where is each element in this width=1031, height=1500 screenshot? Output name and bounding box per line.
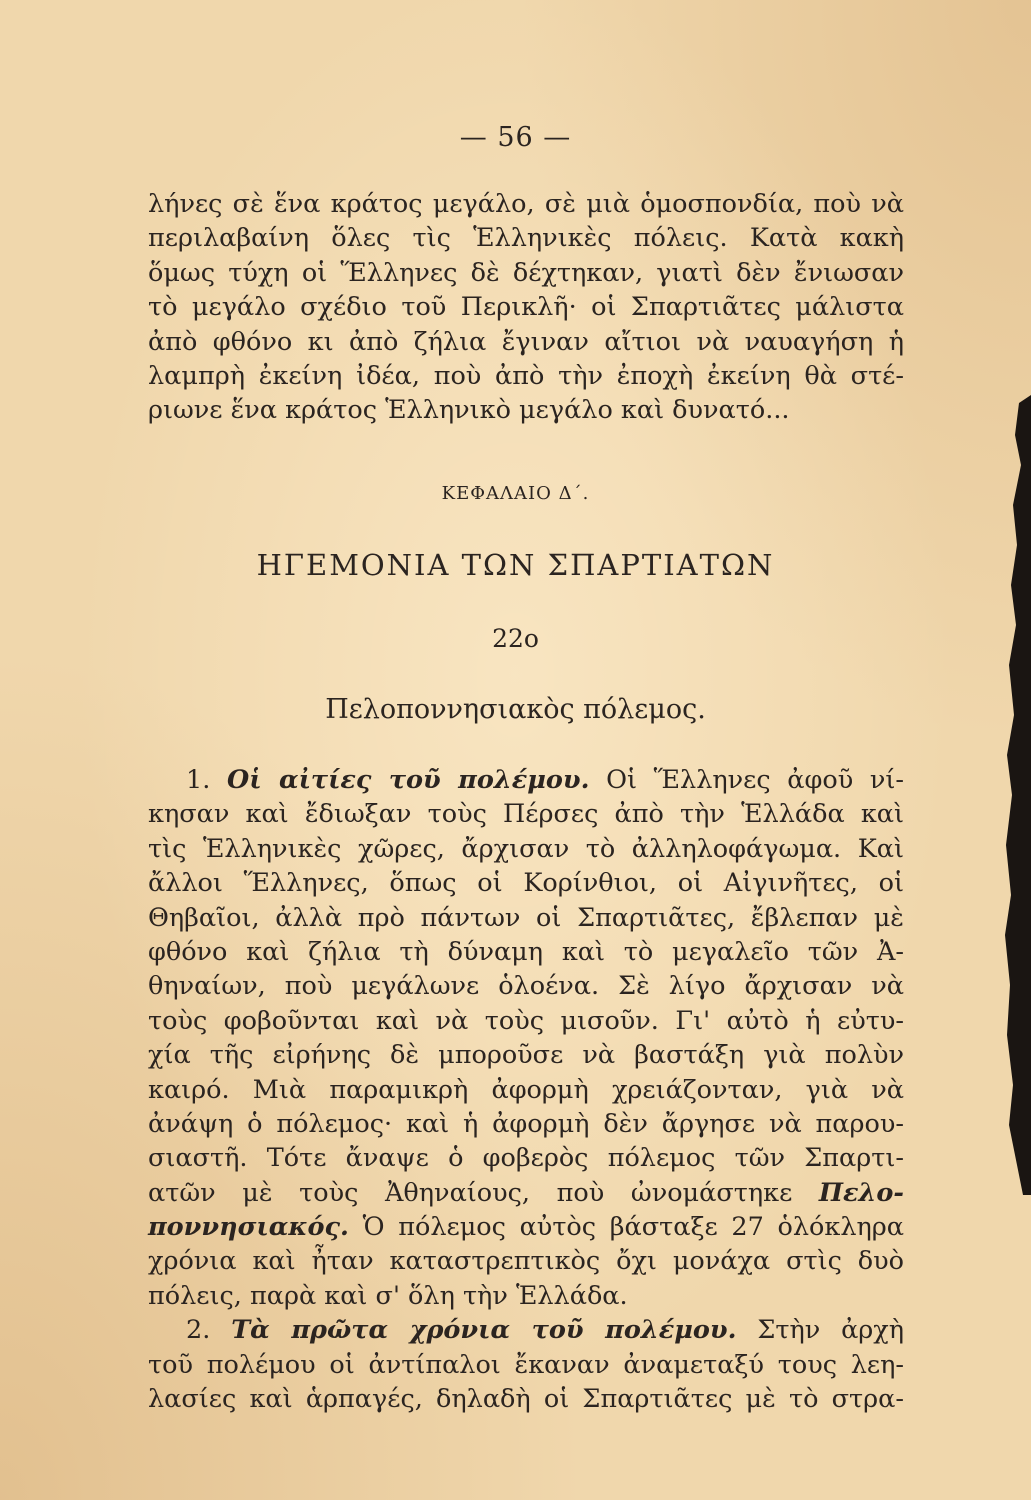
text-fragment: Οἱ Ἕλληνες ἀφοῦ νί- [606,765,904,795]
section-title: Πελοποννησιακὸς πόλεμος. [325,694,706,725]
text-line: χρόνια καὶ ἦταν καταστρεπτικὸς ὄχι μονάχα στὶς δυὸ [148,1246,904,1277]
text-line [148,1176,904,1210]
page-number: — 56 — [459,122,572,153]
text-line: λασίες καὶ ἁρπαγές, δηλαδὴ οἱ Σπαρτιᾶτες μὲ τὸ στρα- [148,1384,904,1415]
text-line: χία τῆς εἰρήνης δὲ μποροῦσε νὰ βαστάξη γιὰ πολὺν [148,1040,904,1071]
paragraph-marker: 2. [186,1315,211,1346]
torn-edge-damage [997,395,1031,1195]
chapter-title: ΗΓΕΜΟΝΙΑ ΤΩΝ ΣΠΑΡΤΙΑΤΩΝ [256,548,775,582]
text-line: ἀνάψη ὁ πόλεμος· καὶ ἡ ἀφορμὴ δὲν ἄργησε νὰ παρου- [148,1108,904,1139]
paragraph-heading: Οἱ αἰτίες τοῦ πολέμου. [227,765,590,795]
text-line: ριωνε ἕνα κράτος Ἑλληνικὸ μεγάλο καὶ δυνατό... [148,395,790,426]
emphasized-term: Πελο- [818,1177,904,1208]
paragraph-heading: Τὰ πρῶτα χρόνια τοῦ πολέμου. [231,1315,737,1346]
text-line: τὶς Ἑλληνικὲς χῶρες, ἄρχισαν τὸ ἀλληλοφάγωμα. Καὶ [148,833,904,864]
text-line [148,1210,904,1244]
text-line: πόλεις, παρὰ καὶ σ' ὅλη τὴν Ἑλλάδα. [148,1280,628,1311]
text-line: τὸ μεγάλο σχέδιο τοῦ Περικλῆ· οἱ Σπαρτιᾶτες μάλιστα [148,292,904,323]
text-line: σιαστῆ. Τότε ἄναψε ὁ φοβερὸς πόλεμος τῶν Σπαρτι- [148,1143,904,1174]
top-paragraph [148,187,904,428]
text-line: καιρό. Μιὰ παραμικρὴ ἀφορμὴ χρειάζονταν, γιὰ νὰ [148,1074,904,1105]
text-fragment: Ὁ πόλεμος αὐτὸς βάσταξε 27 ὁλόκληρα [362,1212,904,1243]
text-line: λήνες σὲ ἕνα κράτος μεγάλο, σὲ μιὰ ὁμοσπονδία, ποὺ νὰ [148,189,904,219]
paragraph-2-first-line [148,1313,904,1347]
emphasized-term: ποννησιακός. [148,1212,349,1243]
text-line: περιλαβαίνη ὅλες τὶς Ἑλληνικὲς πόλεις. Κατὰ κακὴ [148,223,904,254]
text-line: κησαν καὶ ἔδιωξαν τοὺς Πέρσες ἀπὸ τὴν Ἑλλάδα καὶ [148,799,904,830]
text-line: Θηβαῖοι, ἀλλὰ πρὸ πάντων οἱ Σπαρτιᾶτες, ἔβλεπαν μὲ [148,902,904,933]
text-fragment: ατῶν μὲ τοὺς Ἀθηναίους, ποὺ ὠνομάστηκε [148,1177,793,1208]
paragraph-1-first-line [148,763,904,797]
text-line: ἄλλοι Ἕλληνες, ὅπως οἱ Κορίνθιοι, οἱ Αἰγινῆτες, οἱ [148,868,904,899]
text-fragment: Στὴν ἀρχὴ [757,1315,905,1346]
text-line: φθόνο καὶ ζήλια τὴ δύναμη καὶ τὸ μεγαλεῖο τῶν Ἀ- [148,936,904,967]
text-line: ὅμως τύχη οἱ Ἕλληνες δὲ δέχτηκαν, γιατὶ δὲν ἔνιωσαν [148,257,904,288]
text-line: τοῦ πολέμου οἱ ἀντίπαλοι ἔκαναν ἀναμεταξύ τους λεη- [148,1349,904,1380]
text-line: θηναίων, ποὺ μεγάλωνε ὁλοένα. Σὲ λίγο ἄρχισαν νὰ [148,971,904,1002]
section-number: 22ο [492,624,539,653]
text-line: λαμπρὴ ἐκείνη ἰδέα, ποὺ ἀπὸ τὴν ἐποχὴ ἐκείνη θὰ στέ- [148,360,904,391]
text-line: τοὺς φοβοῦνται καὶ νὰ τοὺς μισοῦν. Γι' αὐτὸ ἡ εὐτυ- [148,1005,904,1036]
body-paragraphs [148,763,904,1416]
chapter-label: ΚΕΦΑΛΑΙΟ Δ΄. [441,483,590,504]
text-line: ἀπὸ φθόνο κι ἀπὸ ζήλια ἔγιναν αἴτιοι νὰ ναυαγήση ἡ [148,326,904,357]
paragraph-marker: 1. [186,765,211,795]
